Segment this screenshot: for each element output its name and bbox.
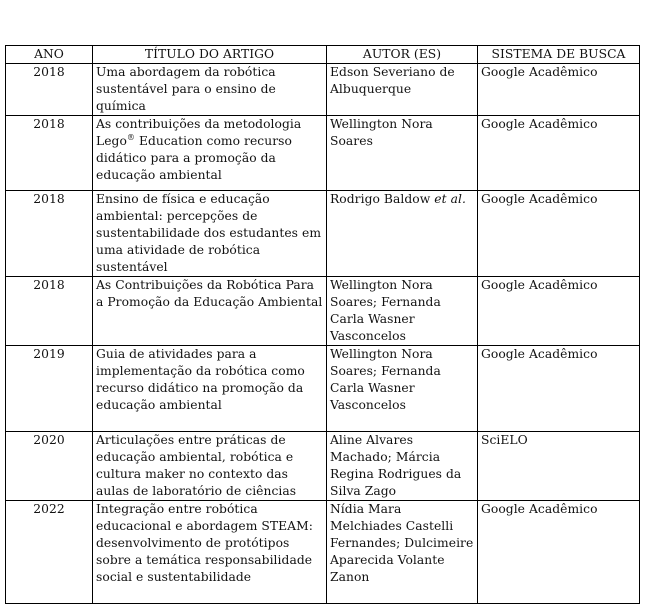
title-cell: Articulações entre práticas de educação ambiental, robótica e cultura maker no contexto das aulas de laboratório de ciências bbox=[93, 432, 327, 501]
year-cell: 2018 bbox=[6, 277, 93, 346]
table-row bbox=[6, 346, 640, 432]
year-cell: 2020 bbox=[6, 432, 93, 501]
year-cell: 2019 bbox=[6, 346, 93, 432]
articles-table bbox=[5, 45, 640, 604]
title-text: As contribuições da metodologia Lego bbox=[96, 117, 302, 148]
title-cell bbox=[93, 116, 327, 191]
registered-mark: ® bbox=[126, 132, 135, 142]
header-row bbox=[6, 46, 640, 64]
title-cell: As Contribuições da Robótica Para a Promoção da Educação Ambiental bbox=[93, 277, 327, 346]
year-cell: 2018 bbox=[6, 64, 93, 116]
header-title: TÍTULO DO ARTIGO bbox=[93, 46, 327, 64]
header-year: ANO bbox=[6, 46, 93, 64]
authors-cell: Nídia Mara Melchiades Castelli Fernandes; Dulcimeire Aparecida Volante Zanon bbox=[327, 501, 478, 604]
year-cell: 2022 bbox=[6, 501, 93, 604]
year-cell: 2018 bbox=[6, 116, 93, 191]
table-row bbox=[6, 277, 640, 346]
authors-cell bbox=[327, 191, 478, 277]
et-al-text: et al. bbox=[434, 192, 466, 206]
source-cell: Google Acadêmico bbox=[478, 501, 640, 604]
source-cell: SciELO bbox=[478, 432, 640, 501]
title-cell: Ensino de física e educação ambiental: percepções de sustentabilidade dos estudantes em uma atividade de robótica sustentável bbox=[93, 191, 327, 277]
table-row bbox=[6, 116, 640, 191]
table-row bbox=[6, 501, 640, 604]
table-row bbox=[6, 432, 640, 501]
source-cell: Google Acadêmico bbox=[478, 64, 640, 116]
year-cell: 2018 bbox=[6, 191, 93, 277]
table-row bbox=[6, 64, 640, 116]
authors-cell: Wellington Nora Soares; Fernanda Carla Wasner Vasconcelos bbox=[327, 346, 478, 432]
header-authors: AUTOR (ES) bbox=[327, 46, 478, 64]
title-text: Education como recurso didático para a promoção da educação ambiental bbox=[96, 134, 292, 182]
authors-text: Rodrigo Baldow bbox=[330, 192, 435, 206]
title-cell: Uma abordagem da robótica sustentável para o ensino de química bbox=[93, 64, 327, 116]
source-cell: Google Acadêmico bbox=[478, 277, 640, 346]
authors-cell: Edson Severiano de Albuquerque bbox=[327, 64, 478, 116]
title-cell: Guia de atividades para a implementação da robótica como recurso didático na promoção da educação ambiental bbox=[93, 346, 327, 432]
authors-cell: Wellington Nora Soares bbox=[327, 116, 478, 191]
title-cell: Integração entre robótica educacional e abordagem STEAM: desenvolvimento de protótipos sobre a temática responsabilidade social e sustentabilidade bbox=[93, 501, 327, 604]
header-source: SISTEMA DE BUSCA bbox=[478, 46, 640, 64]
source-cell: Google Acadêmico bbox=[478, 346, 640, 432]
authors-cell: Wellington Nora Soares; Fernanda Carla Wasner Vasconcelos bbox=[327, 277, 478, 346]
table-row bbox=[6, 191, 640, 277]
authors-cell: Aline Alvares Machado; Márcia Regina Rodrigues da Silva Zago bbox=[327, 432, 478, 501]
source-cell: Google Acadêmico bbox=[478, 116, 640, 191]
source-cell: Google Acadêmico bbox=[478, 191, 640, 277]
